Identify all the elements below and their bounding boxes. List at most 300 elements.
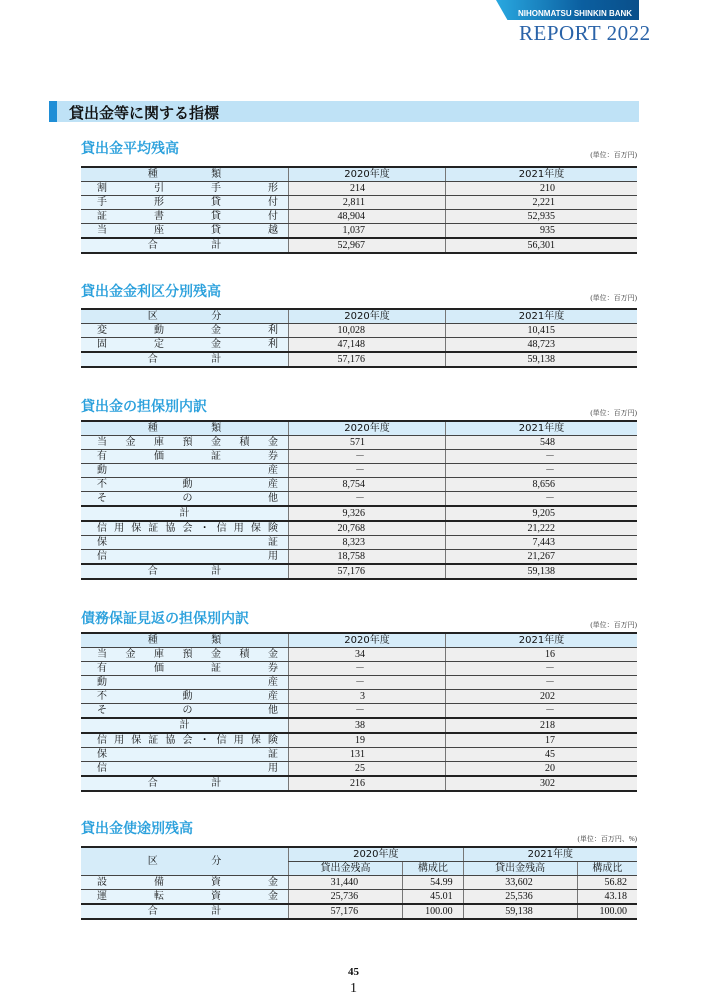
row-label-cell — [81, 521, 289, 536]
total-2021: 302 — [446, 776, 638, 791]
table-row — [81, 550, 637, 565]
table-title: 貸出金の担保別内訳 — [81, 399, 207, 415]
table-row — [81, 478, 637, 492]
subtotal-label: 計 — [81, 718, 289, 733]
table-row — [81, 733, 637, 748]
total-2020: 52,967 — [289, 238, 446, 253]
value-2020: － — [289, 450, 446, 464]
value-2020: 571 — [289, 436, 446, 450]
table-row — [81, 690, 637, 704]
subtotal-2021: 218 — [446, 718, 638, 733]
unit-label: (単位：百万円) — [590, 621, 637, 629]
table-row — [81, 876, 637, 890]
row-label-cell — [81, 224, 289, 239]
label-char: 合 — [147, 240, 158, 251]
row-label — [81, 310, 288, 323]
header-category — [81, 167, 289, 182]
header-2021: 2021年度 — [446, 309, 638, 324]
row-label — [81, 478, 288, 491]
label-char: 積 — [239, 649, 250, 660]
header-2021: 2021年度 — [446, 167, 638, 182]
table-row — [81, 648, 637, 662]
label-char: 類 — [211, 169, 222, 180]
label-char: の — [182, 493, 193, 504]
row-label-cell — [81, 904, 289, 919]
table-row — [81, 521, 637, 536]
total-2020: 57,176 — [289, 352, 446, 367]
value-cell: 59,138 — [463, 904, 577, 919]
label-char: 類 — [211, 423, 222, 434]
row-label-cell — [81, 876, 289, 890]
table-row — [81, 224, 637, 239]
label-char: 動 — [97, 677, 107, 688]
label-char: 庫 — [154, 649, 164, 660]
header-2021: 2021年度 — [446, 421, 638, 436]
report-title: REPORT 2022 — [519, 21, 651, 45]
table-row — [81, 748, 637, 762]
unit-label: (単位：百万円) — [590, 409, 637, 417]
label-char: 用 — [114, 523, 125, 534]
row-label-cell — [81, 464, 289, 478]
value-2020: 131 — [289, 748, 446, 762]
row-label — [81, 890, 288, 903]
label-char: 区 — [147, 856, 158, 867]
total-2020: 57,176 — [289, 564, 446, 579]
label-char: 保 — [97, 749, 107, 760]
header-2020: 2020年度 — [289, 309, 446, 324]
total-label — [81, 776, 289, 791]
label-char: 信 — [216, 735, 227, 746]
subheader-cell: 貸出金残高 — [289, 862, 403, 876]
value-2021: 20 — [446, 762, 638, 777]
label-char: 証 — [268, 537, 278, 548]
row-label — [81, 338, 288, 351]
data-table — [81, 308, 637, 368]
table-row — [81, 890, 637, 905]
row-label — [81, 855, 288, 868]
table-row — [81, 210, 637, 224]
value-cell: 45.01 — [403, 890, 464, 905]
value-2021: － — [446, 704, 638, 719]
table-row — [81, 762, 637, 777]
row-label-cell — [81, 436, 289, 450]
row-label — [81, 777, 288, 790]
header-2020: 2020年度 — [289, 421, 446, 436]
table-row — [81, 704, 637, 719]
label-char: 合 — [147, 906, 158, 917]
row-label — [81, 210, 288, 223]
label-char: 計 — [211, 354, 222, 365]
total-2021: 56,301 — [446, 238, 638, 253]
value-2021: 548 — [446, 436, 638, 450]
value-2020: 20,768 — [289, 521, 446, 536]
value-2020: － — [289, 676, 446, 690]
value-2021: 21,222 — [446, 521, 638, 536]
label-char: そ — [97, 493, 107, 504]
label-char: 保 — [131, 523, 142, 534]
page-sub-number: 1 — [350, 981, 357, 996]
label-char: 付 — [268, 211, 278, 222]
header-2020: 2020年度 — [289, 167, 446, 182]
row-label — [81, 536, 288, 549]
row-label-cell — [81, 182, 289, 196]
value-cell: 57,176 — [289, 904, 403, 919]
label-char: 付 — [268, 197, 278, 208]
label-char: 金 — [268, 437, 278, 448]
row-label-cell — [81, 324, 289, 338]
label-char: 証 — [148, 735, 159, 746]
total-row — [81, 238, 637, 253]
row-label-cell — [81, 338, 289, 353]
label-char: 形 — [268, 183, 278, 194]
row-label — [81, 676, 288, 689]
value-2020: － — [289, 662, 446, 676]
label-char: 類 — [211, 635, 222, 646]
row-label — [81, 876, 288, 889]
label-char: 定 — [154, 339, 164, 350]
subheader-cell: 貸出金残高 — [463, 862, 577, 876]
row-label-cell — [81, 748, 289, 762]
label-char: 価 — [154, 451, 164, 462]
label-char: 証 — [268, 749, 278, 760]
row-label — [81, 422, 288, 435]
row-label — [81, 905, 288, 918]
value-2020: 3 — [289, 690, 446, 704]
value-2021: 45 — [446, 748, 638, 762]
label-char: 険 — [267, 523, 278, 534]
value-2020: 8,754 — [289, 478, 446, 492]
unit-label: (単位：百万円) — [590, 151, 637, 159]
label-char: 金 — [211, 437, 221, 448]
row-label — [81, 565, 288, 578]
row-label — [81, 182, 288, 195]
value-2020: 48,904 — [289, 210, 446, 224]
label-char: 形 — [154, 197, 164, 208]
label-char: 転 — [154, 891, 164, 902]
row-label-cell — [81, 704, 289, 719]
value-cell: 25,536 — [463, 890, 577, 905]
section-accent — [49, 101, 57, 122]
table-row — [81, 662, 637, 676]
label-char: そ — [97, 705, 107, 716]
total-row — [81, 776, 637, 791]
total-2021: 59,138 — [446, 352, 638, 367]
header-category — [81, 309, 289, 324]
value-2020: 1,037 — [289, 224, 446, 239]
value-2021: － — [446, 676, 638, 690]
row-label-cell — [81, 196, 289, 210]
value-2021: 10,415 — [446, 324, 638, 338]
label-char: 庫 — [154, 437, 164, 448]
label-char: 協 — [165, 735, 176, 746]
value-2020: 18,758 — [289, 550, 446, 565]
header-2020: 2020年度 — [289, 847, 464, 862]
label-char: 金 — [211, 649, 221, 660]
value-2021: 52,935 — [446, 210, 638, 224]
value-2020: 25 — [289, 762, 446, 777]
label-char: 金 — [211, 325, 221, 336]
value-cell: 100.00 — [577, 904, 637, 919]
unit-label: (単位：百万円、%) — [577, 835, 637, 843]
table-header-row — [81, 167, 637, 182]
label-char: 当 — [97, 437, 107, 448]
row-label — [81, 662, 288, 675]
subtotal-label: 計 — [81, 506, 289, 521]
table-row — [81, 536, 637, 550]
value-2021: 7,443 — [446, 536, 638, 550]
row-label-cell — [81, 536, 289, 550]
label-char: 金 — [268, 891, 278, 902]
label-char: 保 — [97, 537, 107, 548]
label-char: 会 — [182, 523, 193, 534]
value-cell: 56.82 — [577, 876, 637, 890]
value-2021: 17 — [446, 733, 638, 748]
label-char: 有 — [97, 451, 107, 462]
row-label-cell — [81, 676, 289, 690]
label-char: 計 — [211, 566, 222, 577]
label-char: 他 — [268, 493, 278, 504]
value-2020: 8,323 — [289, 536, 446, 550]
total-row — [81, 352, 637, 367]
value-cell: 100.00 — [403, 904, 464, 919]
label-char: 区 — [147, 311, 158, 322]
table-title: 貸出金使途別残高 — [81, 821, 193, 837]
label-char: 価 — [154, 663, 164, 674]
header-2020: 2020年度 — [289, 633, 446, 648]
header-2021: 2021年度 — [463, 847, 637, 862]
row-label-cell — [81, 492, 289, 507]
label-char: 貸 — [211, 225, 221, 236]
label-char: 計 — [211, 240, 222, 251]
subtotal-2020: 38 — [289, 718, 446, 733]
label-char: 固 — [97, 339, 107, 350]
label-char: 信 — [97, 763, 107, 774]
data-table — [81, 420, 637, 580]
section-title: 貸出金等に関する指標 — [69, 104, 220, 122]
table-title: 債務保証見返の担保別内訳 — [81, 611, 249, 627]
total-label — [81, 238, 289, 253]
label-char: 信 — [97, 551, 107, 562]
label-char: 金 — [268, 877, 278, 888]
section-header — [49, 101, 639, 122]
value-2021: 202 — [446, 690, 638, 704]
label-char: 当 — [97, 225, 107, 236]
row-label-cell — [81, 690, 289, 704]
unit-label: (単位：百万円) — [590, 294, 637, 302]
total-label — [81, 564, 289, 579]
value-cell: 43.18 — [577, 890, 637, 905]
value-2021: 48,723 — [446, 338, 638, 353]
label-char: 保 — [250, 735, 261, 746]
label-char: ・ — [199, 523, 210, 534]
bank-name: NIHONMATSU SHINKIN BANK — [518, 9, 633, 18]
label-char: 合 — [147, 778, 158, 789]
row-label — [81, 734, 288, 747]
label-char: 変 — [97, 325, 107, 336]
total-row — [81, 904, 637, 919]
value-2021: 21,267 — [446, 550, 638, 565]
label-char: 不 — [97, 479, 107, 490]
label-char: 利 — [268, 339, 278, 350]
row-label — [81, 239, 288, 252]
row-label-cell — [81, 890, 289, 905]
label-char: 産 — [268, 691, 278, 702]
label-char: 金 — [211, 339, 221, 350]
label-char: 産 — [268, 465, 278, 476]
label-char: 券 — [268, 451, 278, 462]
subheader-cell: 構成比 — [403, 862, 464, 876]
row-label — [81, 550, 288, 563]
row-label — [81, 492, 288, 505]
row-label — [81, 450, 288, 463]
row-label — [81, 690, 288, 703]
total-2021: 59,138 — [446, 564, 638, 579]
label-char: 当 — [97, 649, 107, 660]
value-2021: 16 — [446, 648, 638, 662]
table-title: 貸出金金利区分別残高 — [81, 284, 221, 300]
label-char: ・ — [199, 735, 210, 746]
label-char: 貸 — [211, 211, 221, 222]
label-char: 有 — [97, 663, 107, 674]
value-cell: 31,440 — [289, 876, 403, 890]
page-number: 45 — [348, 966, 359, 978]
table-row — [81, 324, 637, 338]
row-label — [81, 196, 288, 209]
value-cell: 25,736 — [289, 890, 403, 905]
table-header-row — [81, 847, 637, 862]
subtotal-2020: 9,326 — [289, 506, 446, 521]
row-label — [81, 762, 288, 775]
label-char: 資 — [211, 891, 221, 902]
label-char: 信 — [97, 523, 107, 534]
table-row — [81, 464, 637, 478]
label-char: 合 — [147, 566, 158, 577]
table-row — [81, 182, 637, 196]
value-2020: 214 — [289, 182, 446, 196]
header-category — [81, 847, 289, 876]
label-char: 種 — [147, 169, 158, 180]
label-char: 券 — [268, 663, 278, 674]
subheader-cell: 構成比 — [577, 862, 637, 876]
label-char: 種 — [147, 635, 158, 646]
row-label — [81, 522, 288, 535]
label-char: 保 — [250, 523, 261, 534]
label-char: 証 — [148, 523, 159, 534]
value-2020: － — [289, 464, 446, 478]
value-2021: － — [446, 450, 638, 464]
label-char: 動 — [182, 691, 193, 702]
label-char: 手 — [211, 183, 221, 194]
header-category — [81, 421, 289, 436]
row-label — [81, 704, 288, 717]
label-char: 運 — [97, 891, 107, 902]
data-table — [81, 166, 637, 254]
value-2020: － — [289, 704, 446, 719]
label-char: 越 — [268, 225, 278, 236]
row-label-cell — [81, 550, 289, 565]
label-char: 預 — [182, 649, 193, 660]
label-char: の — [182, 705, 193, 716]
label-char: 設 — [97, 877, 107, 888]
value-2021: 210 — [446, 182, 638, 196]
label-char: 貸 — [211, 197, 221, 208]
row-label — [81, 634, 288, 647]
header-category — [81, 633, 289, 648]
value-2020: － — [289, 492, 446, 507]
label-char: 手 — [97, 197, 107, 208]
label-char: 用 — [114, 735, 125, 746]
value-2021: － — [446, 464, 638, 478]
value-2020: 10,028 — [289, 324, 446, 338]
label-char: 動 — [182, 479, 193, 490]
label-char: 金 — [268, 649, 278, 660]
row-label — [81, 324, 288, 337]
value-2020: 47,148 — [289, 338, 446, 353]
label-char: 用 — [233, 523, 244, 534]
value-2021: 2,221 — [446, 196, 638, 210]
table-title: 貸出金平均残高 — [81, 141, 179, 157]
label-char: 割 — [97, 183, 107, 194]
label-char: 書 — [154, 211, 164, 222]
row-label-cell — [81, 733, 289, 748]
value-2021: － — [446, 492, 638, 507]
table-row — [81, 196, 637, 210]
label-char: 座 — [154, 225, 164, 236]
table-row — [81, 338, 637, 353]
label-char: 険 — [267, 735, 278, 746]
label-char: 会 — [182, 735, 193, 746]
label-char: 預 — [182, 437, 193, 448]
label-char: 種 — [147, 423, 158, 434]
value-2021: 8,656 — [446, 478, 638, 492]
label-char: 他 — [268, 705, 278, 716]
label-char: 合 — [147, 354, 158, 365]
total-row — [81, 564, 637, 579]
table-header-row — [81, 421, 637, 436]
label-char: 金 — [125, 649, 136, 660]
label-char: 用 — [268, 551, 278, 562]
row-label — [81, 748, 288, 761]
table-row — [81, 450, 637, 464]
label-char: 不 — [97, 691, 107, 702]
label-char: 分 — [211, 856, 222, 867]
label-char: 引 — [154, 183, 164, 194]
value-2020: 2,811 — [289, 196, 446, 210]
table-header-row — [81, 633, 637, 648]
label-char: 産 — [268, 479, 278, 490]
label-char: 分 — [211, 311, 222, 322]
row-label — [81, 168, 288, 181]
label-char: 金 — [125, 437, 136, 448]
row-label — [81, 648, 288, 661]
value-cell: 33,602 — [463, 876, 577, 890]
subtotal-row — [81, 506, 637, 521]
row-label — [81, 353, 288, 366]
data-table — [81, 632, 637, 792]
label-char: 動 — [154, 325, 164, 336]
data-table — [81, 846, 637, 920]
table-row — [81, 676, 637, 690]
table-header-row — [81, 309, 637, 324]
label-char: 動 — [97, 465, 107, 476]
label-char: 産 — [268, 677, 278, 688]
value-2021: － — [446, 662, 638, 676]
label-char: 積 — [239, 437, 250, 448]
row-label-cell — [81, 210, 289, 224]
label-char: 協 — [165, 523, 176, 534]
row-label-cell — [81, 662, 289, 676]
label-char: 用 — [233, 735, 244, 746]
